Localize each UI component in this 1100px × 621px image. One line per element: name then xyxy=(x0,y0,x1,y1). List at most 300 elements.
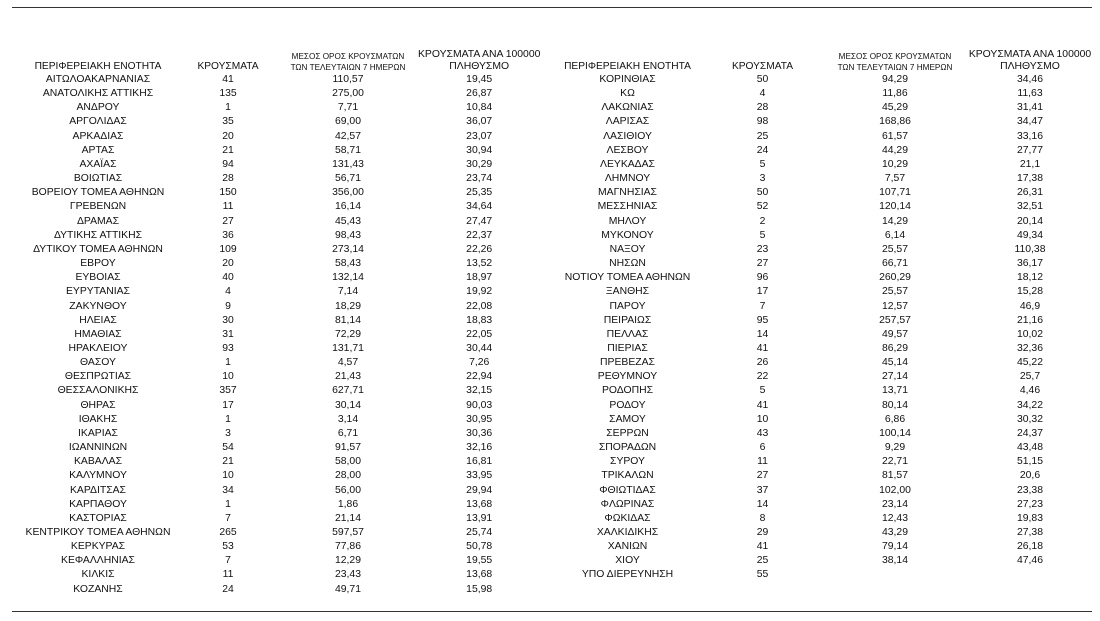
cell-per-100k: 46,9 xyxy=(1019,300,1041,312)
cell-cases: 135 xyxy=(219,88,237,100)
table-row xyxy=(555,441,1095,455)
table-row xyxy=(18,484,540,498)
header-cases: ΚΡΟΥΣΜΑΤΑ xyxy=(197,61,259,72)
cell-region: ΜΑΓΝΗΣΙΑΣ xyxy=(598,187,657,199)
cell-per-100k: 29,94 xyxy=(466,484,493,496)
table-row xyxy=(18,87,540,101)
cell-avg-7-days: 56,71 xyxy=(334,173,361,185)
table-row xyxy=(555,229,1095,243)
cell-avg-7-days: 102,00 xyxy=(879,484,911,496)
table-row xyxy=(555,370,1095,384)
cell-cases: 11 xyxy=(757,456,768,468)
cell-cases: 3 xyxy=(225,427,231,439)
table-row xyxy=(555,526,1095,540)
cell-avg-7-days: 86,29 xyxy=(881,342,908,354)
cell-cases: 41 xyxy=(756,541,769,553)
table-row xyxy=(18,130,540,144)
cell-per-100k: 26,18 xyxy=(1016,541,1043,553)
cell-per-100k: 90,03 xyxy=(466,399,493,411)
table-row xyxy=(555,186,1095,200)
cell-region: ΠΡΕΒΕΖΑΣ xyxy=(600,357,655,369)
header-per100k-line1: ΚΡΟΥΣΜΑΤΑ ΑΝΑ 100000 xyxy=(968,49,1092,60)
cell-per-100k: 27,77 xyxy=(1016,144,1043,156)
cell-per-100k: 33,16 xyxy=(1016,130,1043,142)
cell-per-100k: 32,51 xyxy=(1016,201,1043,213)
cell-cases: 11 xyxy=(222,569,234,581)
table-row xyxy=(555,427,1095,441)
cell-per-100k: 32,16 xyxy=(466,442,493,454)
header-row xyxy=(555,44,1095,73)
cell-region: ΦΛΩΡΙΝΑΣ xyxy=(600,498,655,510)
cell-region: ΕΥΡΥΤΑΝΙΑΣ xyxy=(66,286,130,298)
cell-region: ΝΟΤΙΟΥ ΤΟΜΕΑ ΑΘΗΝΩΝ xyxy=(564,272,691,284)
cell-cases: 52 xyxy=(756,201,769,213)
cell-region: ΚΕΝΤΡΙΚΟΥ ΤΟΜΕΑ ΑΘΗΝΩΝ xyxy=(25,527,171,538)
cell-region: ΜΗΛΟΥ xyxy=(608,215,647,227)
cell-avg-7-days: 25,57 xyxy=(881,286,908,298)
cell-avg-7-days: 77,86 xyxy=(334,541,361,553)
cell-avg-7-days: 12,57 xyxy=(881,300,908,312)
cell-region: ΙΩΑΝΝΙΝΩΝ xyxy=(68,442,128,454)
table-row xyxy=(555,498,1095,512)
cell-avg-7-days: 43,29 xyxy=(881,527,908,538)
table-row xyxy=(18,413,540,427)
cell-avg-7-days: 6,71 xyxy=(337,427,359,439)
cell-region: ΒΟΙΩΤΙΑΣ xyxy=(73,173,123,185)
header-cases: ΚΡΟΥΣΜΑΤΑ xyxy=(731,61,794,72)
cell-region: ΚΑΡΔΙΤΣΑΣ xyxy=(70,484,126,496)
cell-cases: 54 xyxy=(222,442,234,454)
cell-region: ΚΟΡΙΝΘΙΑΣ xyxy=(599,74,656,85)
cell-per-100k: 16,81 xyxy=(466,456,493,468)
cell-avg-7-days: 98,43 xyxy=(334,229,361,241)
cell-avg-7-days: 6,86 xyxy=(884,413,906,425)
cell-cases: 31 xyxy=(222,328,234,340)
cell-cases: 93 xyxy=(222,342,234,354)
cell-region: ΥΠΟ ΔΙΕΡΕΥΝΗΣΗ xyxy=(581,569,674,581)
cell-region: ΓΡΕΒΕΝΩΝ xyxy=(69,201,127,213)
cell-region: ΘΕΣΣΑΛΟΝΙΚΗΣ xyxy=(57,385,139,397)
cell-cases: 8 xyxy=(759,512,766,524)
table-row xyxy=(18,356,540,370)
table-row xyxy=(18,455,540,469)
cell-avg-7-days: 27,14 xyxy=(881,371,908,383)
cell-per-100k: 110,38 xyxy=(1014,243,1046,255)
cell-avg-7-days: 257,57 xyxy=(879,314,911,326)
cell-cases: 37 xyxy=(756,484,769,496)
table-row xyxy=(18,526,540,540)
table-row xyxy=(555,314,1095,328)
cell-region: ΛΑΚΩΝΙΑΣ xyxy=(601,102,654,114)
cell-region: ΝΑΞΟΥ xyxy=(609,243,646,255)
cell-avg-7-days: 45,14 xyxy=(881,357,908,369)
table-row xyxy=(555,144,1095,158)
cell-region: ΘΑΣΟΥ xyxy=(80,357,116,369)
cell-cases: 25 xyxy=(756,130,769,142)
table-row xyxy=(555,130,1095,144)
table-row xyxy=(18,172,540,186)
cell-per-100k: 36,17 xyxy=(1016,258,1043,270)
cell-avg-7-days: 7,57 xyxy=(884,173,906,185)
table-row xyxy=(555,399,1095,413)
table-row xyxy=(555,469,1095,483)
header-region: ΠΕΡΙΦΕΡΕΙΑΚΗ ΕΝΟΤΗΤΑ xyxy=(34,61,162,72)
cell-region: ΘΕΣΠΡΩΤΙΑΣ xyxy=(64,371,132,383)
cell-region: ΑΙΤΩΛΟΑΚΑΡΝΑΝΙΑΣ xyxy=(45,74,151,85)
header-avg-line1: ΜΕΣΟΣ ΟΡΟΣ ΚΡΟΥΣΜΑΤΩΝ xyxy=(291,52,405,61)
cell-per-100k: 23,07 xyxy=(466,130,493,142)
cell-region: ΗΡΑΚΛΕΙΟΥ xyxy=(68,342,128,354)
cell-cases: 41 xyxy=(756,342,769,354)
cell-per-100k: 25,35 xyxy=(466,187,493,199)
table-row xyxy=(18,342,540,356)
cell-region: ΣΕΡΡΩΝ xyxy=(606,427,649,439)
cell-avg-7-days: 23,43 xyxy=(334,569,361,581)
cell-per-100k: 33,95 xyxy=(466,470,493,482)
cell-cases: 5 xyxy=(759,229,766,241)
cell-per-100k: 32,15 xyxy=(466,385,493,397)
cell-per-100k: 15,98 xyxy=(466,583,493,595)
cell-cases: 17 xyxy=(756,286,769,298)
table-row xyxy=(18,370,540,384)
cell-region: ΔΡΑΜΑΣ xyxy=(76,215,120,227)
cell-avg-7-days: 12,29 xyxy=(334,555,361,567)
table-row xyxy=(555,568,1095,582)
table-row xyxy=(555,554,1095,568)
cases-table-left xyxy=(18,44,540,597)
cell-region: ΑΡΤΑΣ xyxy=(81,144,115,156)
cell-per-100k: 11,63 xyxy=(1017,88,1043,100)
table-row xyxy=(555,342,1095,356)
cell-cases: 27 xyxy=(222,215,234,227)
cell-avg-7-days: 79,14 xyxy=(881,541,908,553)
cell-region: ΚΩ xyxy=(620,88,635,100)
cell-region: ΡΟΔΟΠΗΣ xyxy=(601,385,654,397)
cell-cases: 3 xyxy=(759,173,766,185)
cell-per-100k: 34,47 xyxy=(1016,116,1043,128)
cell-avg-7-days: 120,14 xyxy=(879,201,911,213)
header-per100k-line1: ΚΡΟΥΣΜΑΤΑ ΑΝΑ 100000 xyxy=(418,49,541,60)
table-row xyxy=(555,87,1095,101)
cell-per-100k: 21,1 xyxy=(1019,158,1041,170)
cell-cases: 14 xyxy=(756,328,769,340)
cell-region: ΛΕΥΚΑΔΑΣ xyxy=(600,158,655,170)
cell-region: ΒΟΡΕΙΟΥ ΤΟΜΕΑ ΑΘΗΝΩΝ xyxy=(31,187,165,199)
header-per100k xyxy=(965,44,1095,73)
cell-avg-7-days: 80,14 xyxy=(881,399,908,411)
cell-region: ΑΡΚΑΔΙΑΣ xyxy=(72,130,124,142)
cell-cases: 7 xyxy=(759,300,766,312)
cell-avg-7-days: 10,29 xyxy=(881,158,908,170)
bottom-rule xyxy=(12,611,1092,612)
cell-avg-7-days: 66,71 xyxy=(881,258,908,270)
cell-avg-7-days: 21,14 xyxy=(334,512,361,524)
cell-per-100k: 34,46 xyxy=(1016,74,1043,85)
cell-cases: 5 xyxy=(759,385,766,397)
cell-cases: 30 xyxy=(222,314,234,326)
header-region: ΠΕΡΙΦΕΡΕΙΑΚΗ ΕΝΟΤΗΤΑ xyxy=(564,61,691,72)
cell-avg-7-days: 72,29 xyxy=(334,328,361,340)
cell-cases: 11 xyxy=(222,201,234,213)
cell-region: ΣΥΡΟΥ xyxy=(610,456,645,468)
cell-region: ΑΝΑΤΟΛΙΚΗΣ ΑΤΤΙΚΗΣ xyxy=(42,88,154,100)
cell-avg-7-days: 45,29 xyxy=(881,102,908,114)
cell-cases: 98 xyxy=(756,116,769,128)
cell-avg-7-days: 7,14 xyxy=(337,286,359,298)
cell-per-100k: 23,74 xyxy=(466,173,493,185)
table-row xyxy=(18,285,540,299)
cell-per-100k: 27,23 xyxy=(1016,498,1043,510)
table-row xyxy=(18,115,540,129)
cell-cases: 109 xyxy=(219,243,237,255)
cell-region: ΠΙΕΡΙΑΣ xyxy=(607,342,648,354)
cell-avg-7-days: 100,14 xyxy=(879,427,911,439)
cell-region: ΚΕΦΑΛΛΗΝΙΑΣ xyxy=(61,555,135,567)
cell-per-100k: 31,41 xyxy=(1016,102,1043,114)
cell-avg-7-days: 273,14 xyxy=(332,243,364,255)
cell-per-100k xyxy=(965,568,1095,582)
header-row xyxy=(18,44,540,73)
header-avg xyxy=(278,44,418,73)
table-row xyxy=(555,271,1095,285)
table-row xyxy=(18,498,540,512)
cell-cases: 21 xyxy=(222,144,234,156)
cell-avg-7-days: 58,71 xyxy=(334,144,361,156)
cell-region: ΚΟΖΑΝΗΣ xyxy=(73,583,123,595)
cell-region: ΔΥΤΙΚΟΥ ΤΟΜΕΑ ΑΘΗΝΩΝ xyxy=(33,243,163,255)
cell-cases: 1 xyxy=(225,413,231,425)
cell-cases: 2 xyxy=(759,215,766,227)
cell-per-100k: 30,29 xyxy=(466,158,493,170)
table-row xyxy=(555,115,1095,129)
cell-region: ΙΚΑΡΙΑΣ xyxy=(78,427,118,439)
cell-cases: 23 xyxy=(756,243,769,255)
header-per100k-line2: ΠΛΗΘΥΣΜΟ xyxy=(449,61,510,72)
table-row xyxy=(555,200,1095,214)
cell-region: ΞΑΝΘΗΣ xyxy=(605,286,650,298)
cell-avg-7-days: 16,14 xyxy=(334,201,361,213)
cell-avg-7-days: 30,14 xyxy=(334,399,361,411)
table-row xyxy=(555,158,1095,172)
table-row xyxy=(18,384,540,398)
cell-per-100k: 13,68 xyxy=(466,569,493,581)
cell-region: ΧΙΟΥ xyxy=(615,555,640,567)
cell-per-100k: 24,37 xyxy=(1016,427,1043,439)
table-row xyxy=(555,243,1095,257)
cell-avg-7-days: 21,43 xyxy=(334,371,361,383)
cell-cases: 10 xyxy=(222,371,234,383)
cell-region: ΗΛΕΙΑΣ xyxy=(79,314,117,326)
cell-avg-7-days: 4,57 xyxy=(337,357,359,369)
cell-cases: 1 xyxy=(225,498,231,510)
cell-cases: 94 xyxy=(222,158,234,170)
table-row xyxy=(18,300,540,314)
cell-per-100k: 19,92 xyxy=(466,286,493,298)
cell-region: ΚΕΡΚΥΡΑΣ xyxy=(70,541,126,553)
cell-cases: 35 xyxy=(222,116,234,128)
cell-cases: 22 xyxy=(756,371,769,383)
table-row xyxy=(18,186,540,200)
cases-table-right xyxy=(555,44,1095,583)
cell-cases: 1 xyxy=(225,357,231,369)
cell-region: ΦΘΙΩΤΙΔΑΣ xyxy=(599,484,656,496)
cell-region: ΡΟΔΟΥ xyxy=(609,399,646,411)
cell-avg-7-days: 6,14 xyxy=(884,229,906,241)
table-row xyxy=(18,200,540,214)
cell-avg-7-days: 44,29 xyxy=(881,144,908,156)
table-row xyxy=(18,568,540,582)
header-avg-line1: ΜΕΣΟΣ ΟΡΟΣ ΚΡΟΥΣΜΑΤΩΝ xyxy=(838,52,952,61)
cell-avg-7-days: 9,29 xyxy=(884,442,906,454)
cell-per-100k: 49,34 xyxy=(1016,229,1043,241)
table-row xyxy=(18,215,540,229)
cell-cases: 96 xyxy=(756,272,769,284)
cell-per-100k: 34,64 xyxy=(466,201,493,213)
cell-cases: 10 xyxy=(222,470,234,482)
cell-per-100k: 17,38 xyxy=(1016,173,1043,185)
table-row xyxy=(18,540,540,554)
cell-avg-7-days: 110,57 xyxy=(332,74,364,85)
cell-region: ΚΑΒΑΛΑΣ xyxy=(73,456,123,468)
table-row xyxy=(555,101,1095,115)
table-row xyxy=(18,243,540,257)
cell-region: ΖΑΚΥΝΘΟΥ xyxy=(69,300,127,312)
cell-region: ΛΑΡΙΣΑΣ xyxy=(605,116,650,128)
table-row xyxy=(18,583,540,597)
cell-per-100k: 25,7 xyxy=(1019,371,1041,383)
table-row xyxy=(555,413,1095,427)
cell-region: ΛΕΣΒΟΥ xyxy=(606,144,649,156)
cell-avg-7-days: 597,57 xyxy=(332,527,364,538)
cell-avg-7-days: 168,86 xyxy=(879,116,911,128)
cell-per-100k: 51,15 xyxy=(1016,456,1043,468)
table-row xyxy=(555,384,1095,398)
cell-cases: 10 xyxy=(756,413,769,425)
cell-region: ΛΗΜΝΟΥ xyxy=(604,173,651,185)
cell-per-100k: 47,46 xyxy=(1016,555,1043,567)
cell-avg-7-days: 81,57 xyxy=(881,470,908,482)
cell-region: ΑΧΑΪΑΣ xyxy=(79,158,117,170)
cell-region: ΧΑΝΙΩΝ xyxy=(607,541,648,553)
cell-per-100k: 32,36 xyxy=(1016,342,1043,354)
cell-avg-7-days: 356,00 xyxy=(332,187,364,199)
cell-avg-7-days: 131,71 xyxy=(332,342,364,354)
cell-region: ΚΑΣΤΟΡΙΑΣ xyxy=(69,512,127,524)
header-avg-line2: ΤΩΝ ΤΕΛΕΥΤΑΙΩΝ 7 ΗΜΕΡΩΝ xyxy=(290,63,406,72)
cell-avg-7-days: 58,43 xyxy=(334,258,361,270)
cell-region: ΧΑΛΚΙΔΙΚΗΣ xyxy=(596,527,659,538)
table-row xyxy=(18,554,540,568)
cell-avg-7-days: 1,86 xyxy=(337,498,359,510)
cell-avg-7-days: 94,29 xyxy=(881,74,908,85)
top-rule xyxy=(12,7,1092,8)
cell-cases: 6 xyxy=(759,442,766,454)
cell-cases: 20 xyxy=(222,258,234,270)
cell-avg-7-days: 69,00 xyxy=(334,116,361,128)
cell-cases: 7 xyxy=(225,555,231,567)
cell-per-100k: 27,47 xyxy=(466,215,493,227)
table-row xyxy=(555,215,1095,229)
cell-per-100k: 18,97 xyxy=(466,272,493,284)
cell-per-100k: 10,02 xyxy=(1016,328,1043,340)
cell-cases: 25 xyxy=(756,555,769,567)
cell-avg-7-days: 42,57 xyxy=(334,130,361,142)
cell-region: ΕΒΡΟΥ xyxy=(80,258,116,270)
cell-per-100k: 30,94 xyxy=(466,144,493,156)
cell-cases: 41 xyxy=(222,74,234,85)
cell-per-100k: 27,38 xyxy=(1016,527,1043,538)
cell-per-100k: 22,26 xyxy=(466,243,493,255)
cell-per-100k: 10,84 xyxy=(466,102,493,114)
cell-cases: 9 xyxy=(225,300,231,312)
cell-cases: 50 xyxy=(756,74,769,85)
cell-per-100k: 22,08 xyxy=(466,300,493,312)
table-row xyxy=(18,229,540,243)
table-row xyxy=(555,285,1095,299)
table-row xyxy=(18,271,540,285)
cell-per-100k: 13,91 xyxy=(466,512,493,524)
cell-per-100k: 30,36 xyxy=(466,427,493,439)
cell-region: ΠΑΡΟΥ xyxy=(609,300,646,312)
table-row xyxy=(555,455,1095,469)
cell-region: ΝΗΣΩΝ xyxy=(609,258,646,270)
cell-avg-7-days: 627,71 xyxy=(332,385,364,397)
cell-cases: 17 xyxy=(222,399,234,411)
cell-avg-7-days: 107,71 xyxy=(879,187,911,199)
cell-per-100k: 30,32 xyxy=(1016,413,1043,425)
cell-cases: 95 xyxy=(756,314,769,326)
cell-cases: 14 xyxy=(756,498,769,510)
table-row xyxy=(555,356,1095,370)
cell-region: ΚΑΛΥΜΝΟΥ xyxy=(69,470,127,482)
table-row xyxy=(18,158,540,172)
cell-per-100k: 20,6 xyxy=(1019,470,1041,482)
cell-cases: 150 xyxy=(219,187,237,199)
cell-per-100k: 19,45 xyxy=(466,74,493,85)
cell-avg-7-days: 3,14 xyxy=(337,413,359,425)
cell-avg-7-days: 81,14 xyxy=(334,314,361,326)
cell-per-100k: 26,87 xyxy=(466,88,493,100)
cell-cases: 4 xyxy=(759,88,766,100)
table-row xyxy=(555,257,1095,271)
cell-per-100k: 30,95 xyxy=(466,413,493,425)
cell-region: ΚΙΛΚΙΣ xyxy=(81,569,115,581)
cell-per-100k: 23,38 xyxy=(1016,484,1043,496)
cell-avg-7-days: 45,43 xyxy=(334,215,361,227)
cell-per-100k: 15,28 xyxy=(1016,286,1043,298)
table-row xyxy=(18,427,540,441)
header-avg xyxy=(825,44,965,73)
table-row xyxy=(18,469,540,483)
cell-cases: 357 xyxy=(219,385,237,397)
cell-region: ΑΝΔΡΟΥ xyxy=(76,102,120,114)
cell-avg-7-days: 132,14 xyxy=(332,272,364,284)
cell-region: ΕΥΒΟΙΑΣ xyxy=(75,272,121,284)
cell-cases: 20 xyxy=(222,130,234,142)
table-row xyxy=(555,328,1095,342)
table-row xyxy=(18,101,540,115)
cell-region: ΙΘΑΚΗΣ xyxy=(78,413,118,425)
table-row xyxy=(18,257,540,271)
cell-per-100k: 19,83 xyxy=(1016,512,1043,524)
cell-region: ΔΥΤΙΚΗΣ ΑΤΤΙΚΗΣ xyxy=(53,229,143,241)
cell-region: ΠΕΙΡΑΙΩΣ xyxy=(603,314,652,326)
cell-per-100k: 13,52 xyxy=(466,258,493,270)
cell-region: ΘΗΡΑΣ xyxy=(80,399,116,411)
table-row xyxy=(555,540,1095,554)
cell-avg-7-days: 61,57 xyxy=(881,130,908,142)
cell-per-100k: 50,78 xyxy=(466,541,493,553)
